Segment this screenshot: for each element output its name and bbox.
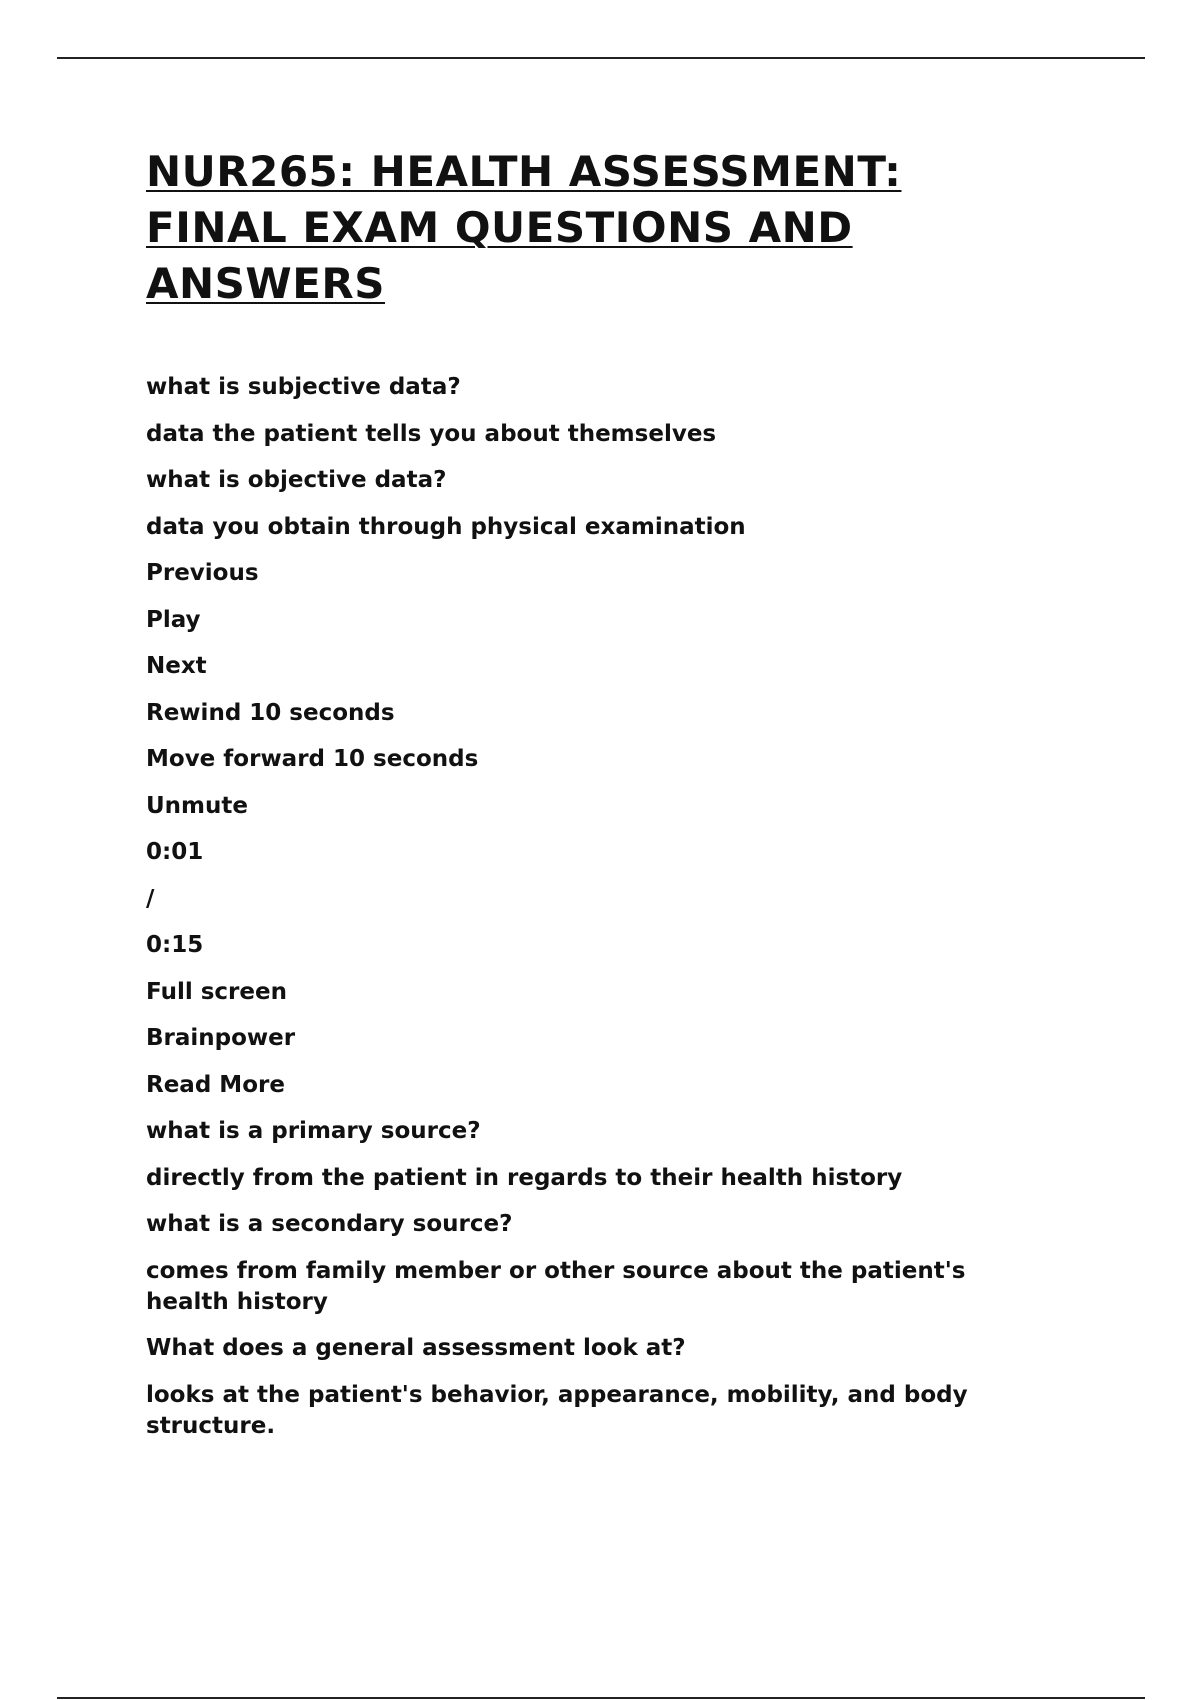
read-more-label: Read More [146, 1071, 285, 1098]
brainpower-label: Brainpower [146, 1025, 296, 1051]
answer-text: comes from family member or other source about the patient's health history [146, 1257, 966, 1315]
title-line: NUR265: HEALTH ASSESSMENT: [146, 147, 902, 196]
question-text: What does a general assessment look at? [146, 1335, 686, 1361]
video-previous-label: Previous [146, 560, 259, 586]
question-text: what is a primary source? [146, 1118, 481, 1144]
video-next-label: Next [146, 653, 207, 679]
title-line: FINAL EXAM QUESTIONS AND [146, 203, 853, 252]
video-fullscreen-label: Full screen [146, 978, 287, 1005]
answer-text: directly from the patient in regards to their health history [146, 1164, 903, 1191]
video-forward-label: Move forward 10 seconds [146, 746, 479, 772]
video-time-separator: / [146, 885, 155, 912]
title-line: ANSWERS [146, 259, 386, 308]
video-unmute-label: Unmute [146, 792, 248, 819]
question-text: what is a secondary source? [146, 1211, 513, 1237]
video-current-time: 0:01 [146, 839, 204, 865]
answer-text: data the patient tells you about themselves [146, 420, 717, 447]
footer-rule [57, 1697, 1145, 1699]
video-play-label: Play [146, 606, 201, 633]
video-rewind-label: Rewind 10 seconds [146, 699, 395, 726]
question-text: what is objective data? [146, 467, 447, 493]
video-duration: 0:15 [146, 932, 204, 958]
answer-text: data you obtain through physical examination [146, 513, 746, 540]
page-title [146, 144, 1046, 312]
qa-list [146, 372, 1046, 1457]
answer-text: looks at the patient's behavior, appearance, mobility, and body structure. [146, 1381, 968, 1439]
header-rule [57, 57, 1145, 59]
question-text: what is subjective data? [146, 374, 461, 400]
